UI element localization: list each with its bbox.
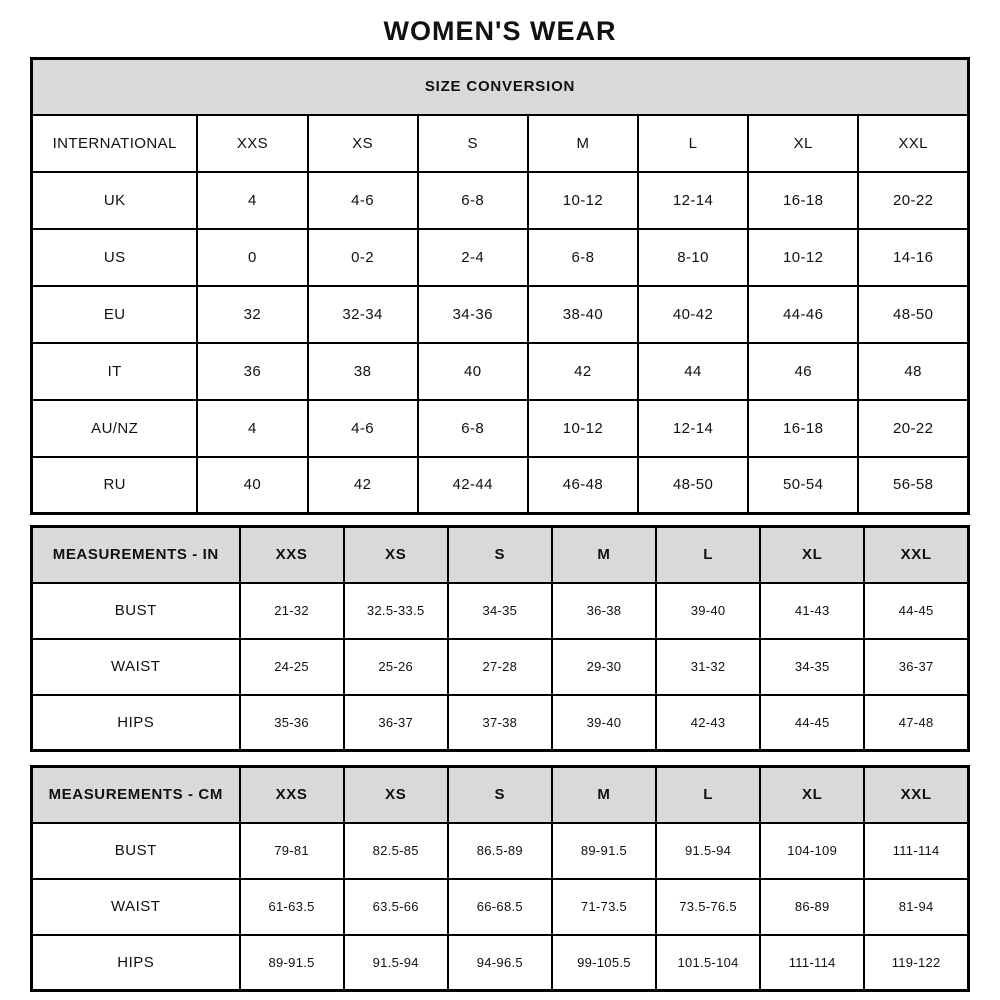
- size-column-header: XXS: [197, 115, 307, 172]
- size-column-header: M: [528, 115, 638, 172]
- size-value-cell: 4: [197, 172, 307, 229]
- size-value-cell: 32: [197, 286, 307, 343]
- table-row: [32, 695, 969, 751]
- measurement-label: BUST: [32, 583, 240, 639]
- measurement-value-cell: 82.5-85: [344, 823, 448, 879]
- measurement-value-cell: 73.5-76.5: [656, 879, 760, 935]
- size-value-cell: 0: [197, 229, 307, 286]
- size-value-cell: 14-16: [858, 229, 968, 286]
- size-column-header: XXL: [864, 527, 968, 583]
- measurement-value-cell: 39-40: [656, 583, 760, 639]
- table-title: MEASUREMENTS - CM: [32, 767, 240, 823]
- table-title: MEASUREMENTS - IN: [32, 527, 240, 583]
- measurement-value-cell: 91.5-94: [656, 823, 760, 879]
- column-header-row: [32, 527, 969, 583]
- size-value-cell: 0-2: [308, 229, 418, 286]
- size-column-header: XXS: [240, 527, 344, 583]
- size-value-cell: 56-58: [858, 457, 968, 514]
- size-value-cell: 4-6: [308, 172, 418, 229]
- measurement-value-cell: 35-36: [240, 695, 344, 751]
- measurement-value-cell: 36-38: [552, 583, 656, 639]
- measurement-value-cell: 37-38: [448, 695, 552, 751]
- measurement-value-cell: 44-45: [760, 695, 864, 751]
- table-row: [32, 879, 969, 935]
- size-value-cell: 34-36: [418, 286, 528, 343]
- region-label: RU: [32, 457, 198, 514]
- size-value-cell: 44-46: [748, 286, 858, 343]
- measurement-label: HIPS: [32, 935, 240, 991]
- page-title: WOMEN'S WEAR: [383, 16, 617, 46]
- size-column-header: XXL: [858, 115, 968, 172]
- column-header-row: [32, 115, 969, 172]
- size-value-cell: 12-14: [638, 400, 748, 457]
- measurement-value-cell: 71-73.5: [552, 879, 656, 935]
- size-column-header: XL: [748, 115, 858, 172]
- size-value-cell: 42-44: [418, 457, 528, 514]
- size-column-header: XS: [308, 115, 418, 172]
- measurement-label: WAIST: [32, 639, 240, 695]
- size-value-cell: 10-12: [528, 400, 638, 457]
- size-value-cell: 40: [418, 343, 528, 400]
- measurement-value-cell: 34-35: [448, 583, 552, 639]
- size-value-cell: 6-8: [418, 400, 528, 457]
- table-row: [32, 935, 969, 991]
- size-value-cell: 10-12: [748, 229, 858, 286]
- measurement-value-cell: 89-91.5: [240, 935, 344, 991]
- table-row: [32, 343, 969, 400]
- measurement-value-cell: 63.5-66: [344, 879, 448, 935]
- table-row: [32, 400, 969, 457]
- measurement-value-cell: 111-114: [864, 823, 968, 879]
- table-row: [32, 172, 969, 229]
- size-value-cell: 36: [197, 343, 307, 400]
- table-row: [32, 286, 969, 343]
- spacer: [30, 515, 970, 525]
- measurement-value-cell: 91.5-94: [344, 935, 448, 991]
- measurement-value-cell: 32.5-33.5: [344, 583, 448, 639]
- measurement-value-cell: 27-28: [448, 639, 552, 695]
- measurement-value-cell: 94-96.5: [448, 935, 552, 991]
- measurements-cm-table: [30, 765, 970, 992]
- size-column-header: M: [552, 767, 656, 823]
- size-value-cell: 48-50: [858, 286, 968, 343]
- measurements-in-table: [30, 525, 970, 752]
- measurement-label: HIPS: [32, 695, 240, 751]
- table-row: [32, 823, 969, 879]
- table-row: [32, 639, 969, 695]
- row-header-label: INTERNATIONAL: [32, 115, 198, 172]
- measurement-value-cell: 36-37: [344, 695, 448, 751]
- size-value-cell: 48-50: [638, 457, 748, 514]
- measurement-value-cell: 111-114: [760, 935, 864, 991]
- measurement-value-cell: 99-105.5: [552, 935, 656, 991]
- measurement-value-cell: 104-109: [760, 823, 864, 879]
- measurement-value-cell: 24-25: [240, 639, 344, 695]
- measurement-value-cell: 31-32: [656, 639, 760, 695]
- measurement-value-cell: 25-26: [344, 639, 448, 695]
- region-label: EU: [32, 286, 198, 343]
- measurement-value-cell: 81-94: [864, 879, 968, 935]
- measurement-value-cell: 34-35: [760, 639, 864, 695]
- size-value-cell: 20-22: [858, 400, 968, 457]
- measurement-value-cell: 86.5-89: [448, 823, 552, 879]
- measurement-value-cell: 101.5-104: [656, 935, 760, 991]
- size-value-cell: 6-8: [418, 172, 528, 229]
- column-header-row: [32, 767, 969, 823]
- size-value-cell: 42: [308, 457, 418, 514]
- measurement-value-cell: 61-63.5: [240, 879, 344, 935]
- measurement-value-cell: 29-30: [552, 639, 656, 695]
- size-value-cell: 12-14: [638, 172, 748, 229]
- size-value-cell: 6-8: [528, 229, 638, 286]
- measurement-value-cell: 41-43: [760, 583, 864, 639]
- size-column-header: XL: [760, 767, 864, 823]
- measurement-value-cell: 89-91.5: [552, 823, 656, 879]
- size-value-cell: 8-10: [638, 229, 748, 286]
- size-value-cell: 38: [308, 343, 418, 400]
- measurement-label: WAIST: [32, 879, 240, 935]
- measurement-value-cell: 42-43: [656, 695, 760, 751]
- size-conversion-table: [30, 57, 970, 515]
- size-column-header: L: [656, 767, 760, 823]
- size-column-header: XS: [344, 527, 448, 583]
- size-column-header: XXS: [240, 767, 344, 823]
- size-value-cell: 16-18: [748, 400, 858, 457]
- measurement-value-cell: 39-40: [552, 695, 656, 751]
- measurement-value-cell: 21-32: [240, 583, 344, 639]
- size-value-cell: 40-42: [638, 286, 748, 343]
- size-value-cell: 16-18: [748, 172, 858, 229]
- size-value-cell: 2-4: [418, 229, 528, 286]
- measurement-value-cell: 119-122: [864, 935, 968, 991]
- size-value-cell: 10-12: [528, 172, 638, 229]
- region-label: US: [32, 229, 198, 286]
- measurement-value-cell: 86-89: [760, 879, 864, 935]
- size-value-cell: 50-54: [748, 457, 858, 514]
- table-title: SIZE CONVERSION: [32, 59, 969, 115]
- measurement-value-cell: 66-68.5: [448, 879, 552, 935]
- size-value-cell: 20-22: [858, 172, 968, 229]
- size-value-cell: 44: [638, 343, 748, 400]
- region-label: IT: [32, 343, 198, 400]
- table-row: [32, 229, 969, 286]
- size-value-cell: 48: [858, 343, 968, 400]
- size-value-cell: 32-34: [308, 286, 418, 343]
- size-value-cell: 40: [197, 457, 307, 514]
- size-value-cell: 4: [197, 400, 307, 457]
- size-column-header: S: [448, 767, 552, 823]
- table-row: [32, 583, 969, 639]
- table-banner-row: [32, 59, 969, 115]
- measurement-value-cell: 36-37: [864, 639, 968, 695]
- size-value-cell: 42: [528, 343, 638, 400]
- measurement-value-cell: 44-45: [864, 583, 968, 639]
- size-value-cell: 46-48: [528, 457, 638, 514]
- table-row: [32, 457, 969, 514]
- size-column-header: M: [552, 527, 656, 583]
- size-column-header: L: [656, 527, 760, 583]
- measurement-label: BUST: [32, 823, 240, 879]
- size-value-cell: 38-40: [528, 286, 638, 343]
- measurement-value-cell: 79-81: [240, 823, 344, 879]
- region-label: AU/NZ: [32, 400, 198, 457]
- spacer: [30, 752, 970, 765]
- size-column-header: XL: [760, 527, 864, 583]
- size-column-header: S: [418, 115, 528, 172]
- size-column-header: XS: [344, 767, 448, 823]
- size-value-cell: 4-6: [308, 400, 418, 457]
- size-column-header: S: [448, 527, 552, 583]
- size-value-cell: 46: [748, 343, 858, 400]
- size-column-header: XXL: [864, 767, 968, 823]
- region-label: UK: [32, 172, 198, 229]
- measurement-value-cell: 47-48: [864, 695, 968, 751]
- size-column-header: L: [638, 115, 748, 172]
